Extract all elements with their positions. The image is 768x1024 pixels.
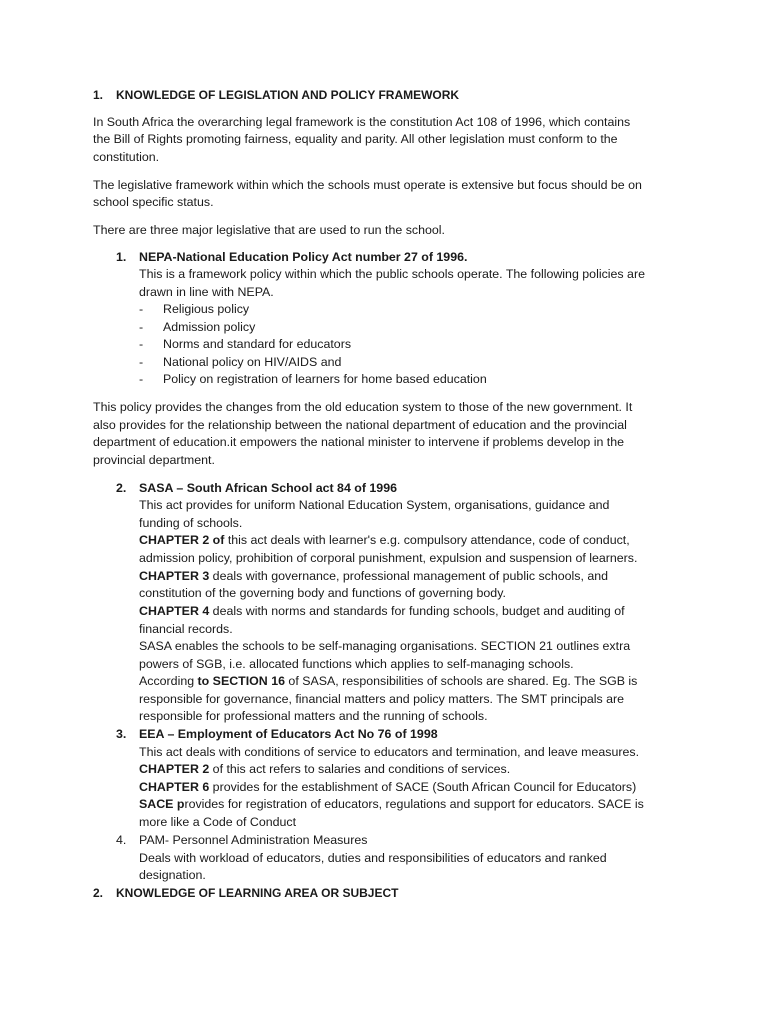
eea-sace-line xyxy=(139,796,644,814)
nepa-after-line3: department of education.it empowers the national minister to intervene if problems develop in the xyxy=(93,435,625,449)
nepa-bullet-item: National policy on HIV/AIDS and xyxy=(163,355,342,369)
pam-line2: designation. xyxy=(139,868,206,882)
nepa-desc-line2: drawn in line with NEPA. xyxy=(139,285,274,299)
eea-chapter6-label: CHAPTER 6 xyxy=(139,780,210,794)
nepa-bullet-item: Norms and standard for educators xyxy=(163,337,352,351)
sasa-number: 2. xyxy=(116,481,127,495)
intro-p1-line2: the Bill of Rights promoting fairness, equality and parity. All other legislation must conform to the xyxy=(93,132,618,146)
eea-title: EEA – Employment of Educators Act No 76 of 1998 xyxy=(139,727,438,741)
nepa-title: NEPA-National Education Policy Act number 27 of 1996. xyxy=(139,250,468,264)
eea-sace-label: SACE p xyxy=(139,797,185,811)
intro-p2-line2: school specific status. xyxy=(93,195,214,209)
sasa-section16-label: to SECTION 16 xyxy=(197,674,285,688)
sasa-line6: constitution of the governing body and functions of governing body. xyxy=(139,586,506,600)
sasa-section16-line xyxy=(139,673,637,691)
sasa-chapter2-text: this act deals with learner's e.g. compulsory attendance, code of conduct, xyxy=(224,533,630,547)
section-2-number: 2. xyxy=(93,886,104,900)
eea-line5: more like a Code of Conduct xyxy=(139,815,297,829)
bullet-dash: - xyxy=(139,337,144,351)
nepa-bullet-item: Admission policy xyxy=(163,320,256,334)
eea-chapter2-text: of this act refers to salaries and conditions of services. xyxy=(209,762,511,776)
eea-number: 3. xyxy=(116,727,127,741)
nepa-desc-line1: This is a framework policy within which the public schools operate. The following policies are xyxy=(139,267,645,281)
bullet-dash: - xyxy=(139,372,144,386)
nepa-after-line1: This policy provides the changes from the old education system to those of the new government. It xyxy=(93,400,633,414)
intro-p1-line3: constitution. xyxy=(93,150,160,164)
intro-p2-line1: The legislative framework within which the schools must operate is extensive but focus should be on xyxy=(93,178,642,192)
sasa-chapter4-label: CHAPTER 4 xyxy=(139,604,210,618)
section-2-heading: KNOWLEDGE OF LEARNING AREA OR SUBJECT xyxy=(116,886,399,900)
nepa-number: 1. xyxy=(116,250,127,264)
nepa-after-line4: provincial department. xyxy=(93,453,215,467)
nepa-bullet-item: Religious policy xyxy=(163,302,250,316)
sasa-section16-pre: According xyxy=(139,674,198,688)
sasa-chapter4-line xyxy=(139,603,625,621)
sasa-chapter3-text: deals with governance, professional management of public schools, and xyxy=(209,569,609,583)
pam-line1: Deals with workload of educators, duties and responsibilities of educators and ranked xyxy=(139,851,607,865)
sasa-chapter2-line xyxy=(139,532,630,550)
sasa-chapter3-line xyxy=(139,568,608,586)
sasa-section16-text: of SASA, responsibilities of schools are shared. Eg. The SGB is xyxy=(284,674,638,688)
eea-chapter2-line xyxy=(139,761,510,779)
sasa-line2: funding of schools. xyxy=(139,516,243,530)
sasa-title: SASA – South African School act 84 of 1996 xyxy=(139,481,397,495)
eea-chapter6-line xyxy=(139,779,636,797)
nepa-after-line2: also provides for the relationship between the national department of education and the provincial xyxy=(93,418,627,432)
eea-sace-text: rovides for registration of educators, regulations and support for educators. SACE is xyxy=(184,797,644,811)
sasa-chapter3-label: CHAPTER 3 xyxy=(139,569,210,583)
sasa-line4: admission policy, prohibition of corporal punishment, expulsion and suspension of learners. xyxy=(139,551,638,565)
bullet-dash: - xyxy=(139,320,144,334)
sasa-line12: responsible for governance, financial matters and policy matters. The SMT principals are xyxy=(139,692,625,706)
section-1-number: 1. xyxy=(93,88,104,102)
sasa-line10: powers of SGB, i.e. allocated functions which applies to self-managing schools. xyxy=(139,657,574,671)
sasa-line13: responsible for professional matters and the running of schools. xyxy=(139,709,488,723)
pam-title: PAM- Personnel Administration Measures xyxy=(139,833,368,847)
nepa-bullet-item: Policy on registration of learners for home based education xyxy=(163,372,487,386)
section-1-heading: KNOWLEDGE OF LEGISLATION AND POLICY FRAMEWORK xyxy=(116,88,460,102)
sasa-line8: financial records. xyxy=(139,622,233,636)
pam-number: 4. xyxy=(116,833,127,847)
eea-chapter6-text: provides for the establishment of SACE (South African Council for Educators) xyxy=(209,780,637,794)
eea-line1: This act deals with conditions of service to educators and termination, and leave measures. xyxy=(139,745,640,759)
intro-p1-line1: In South Africa the overarching legal framework is the constitution Act 108 of 1996, which contains xyxy=(93,115,631,129)
sasa-line1: This act provides for uniform National Education System, organisations, guidance and xyxy=(139,498,610,512)
intro-p3: There are three major legislative that are used to run the school. xyxy=(93,223,445,237)
bullet-dash: - xyxy=(139,302,144,316)
eea-chapter2-label: CHAPTER 2 xyxy=(139,762,210,776)
bullet-dash: - xyxy=(139,355,144,369)
sasa-line9: SASA enables the schools to be self-managing organisations. SECTION 21 outlines extra xyxy=(139,639,631,653)
sasa-chapter4-text: deals with norms and standards for funding schools, budget and auditing of xyxy=(209,604,625,618)
sasa-chapter2-label: CHAPTER 2 of xyxy=(139,533,225,547)
